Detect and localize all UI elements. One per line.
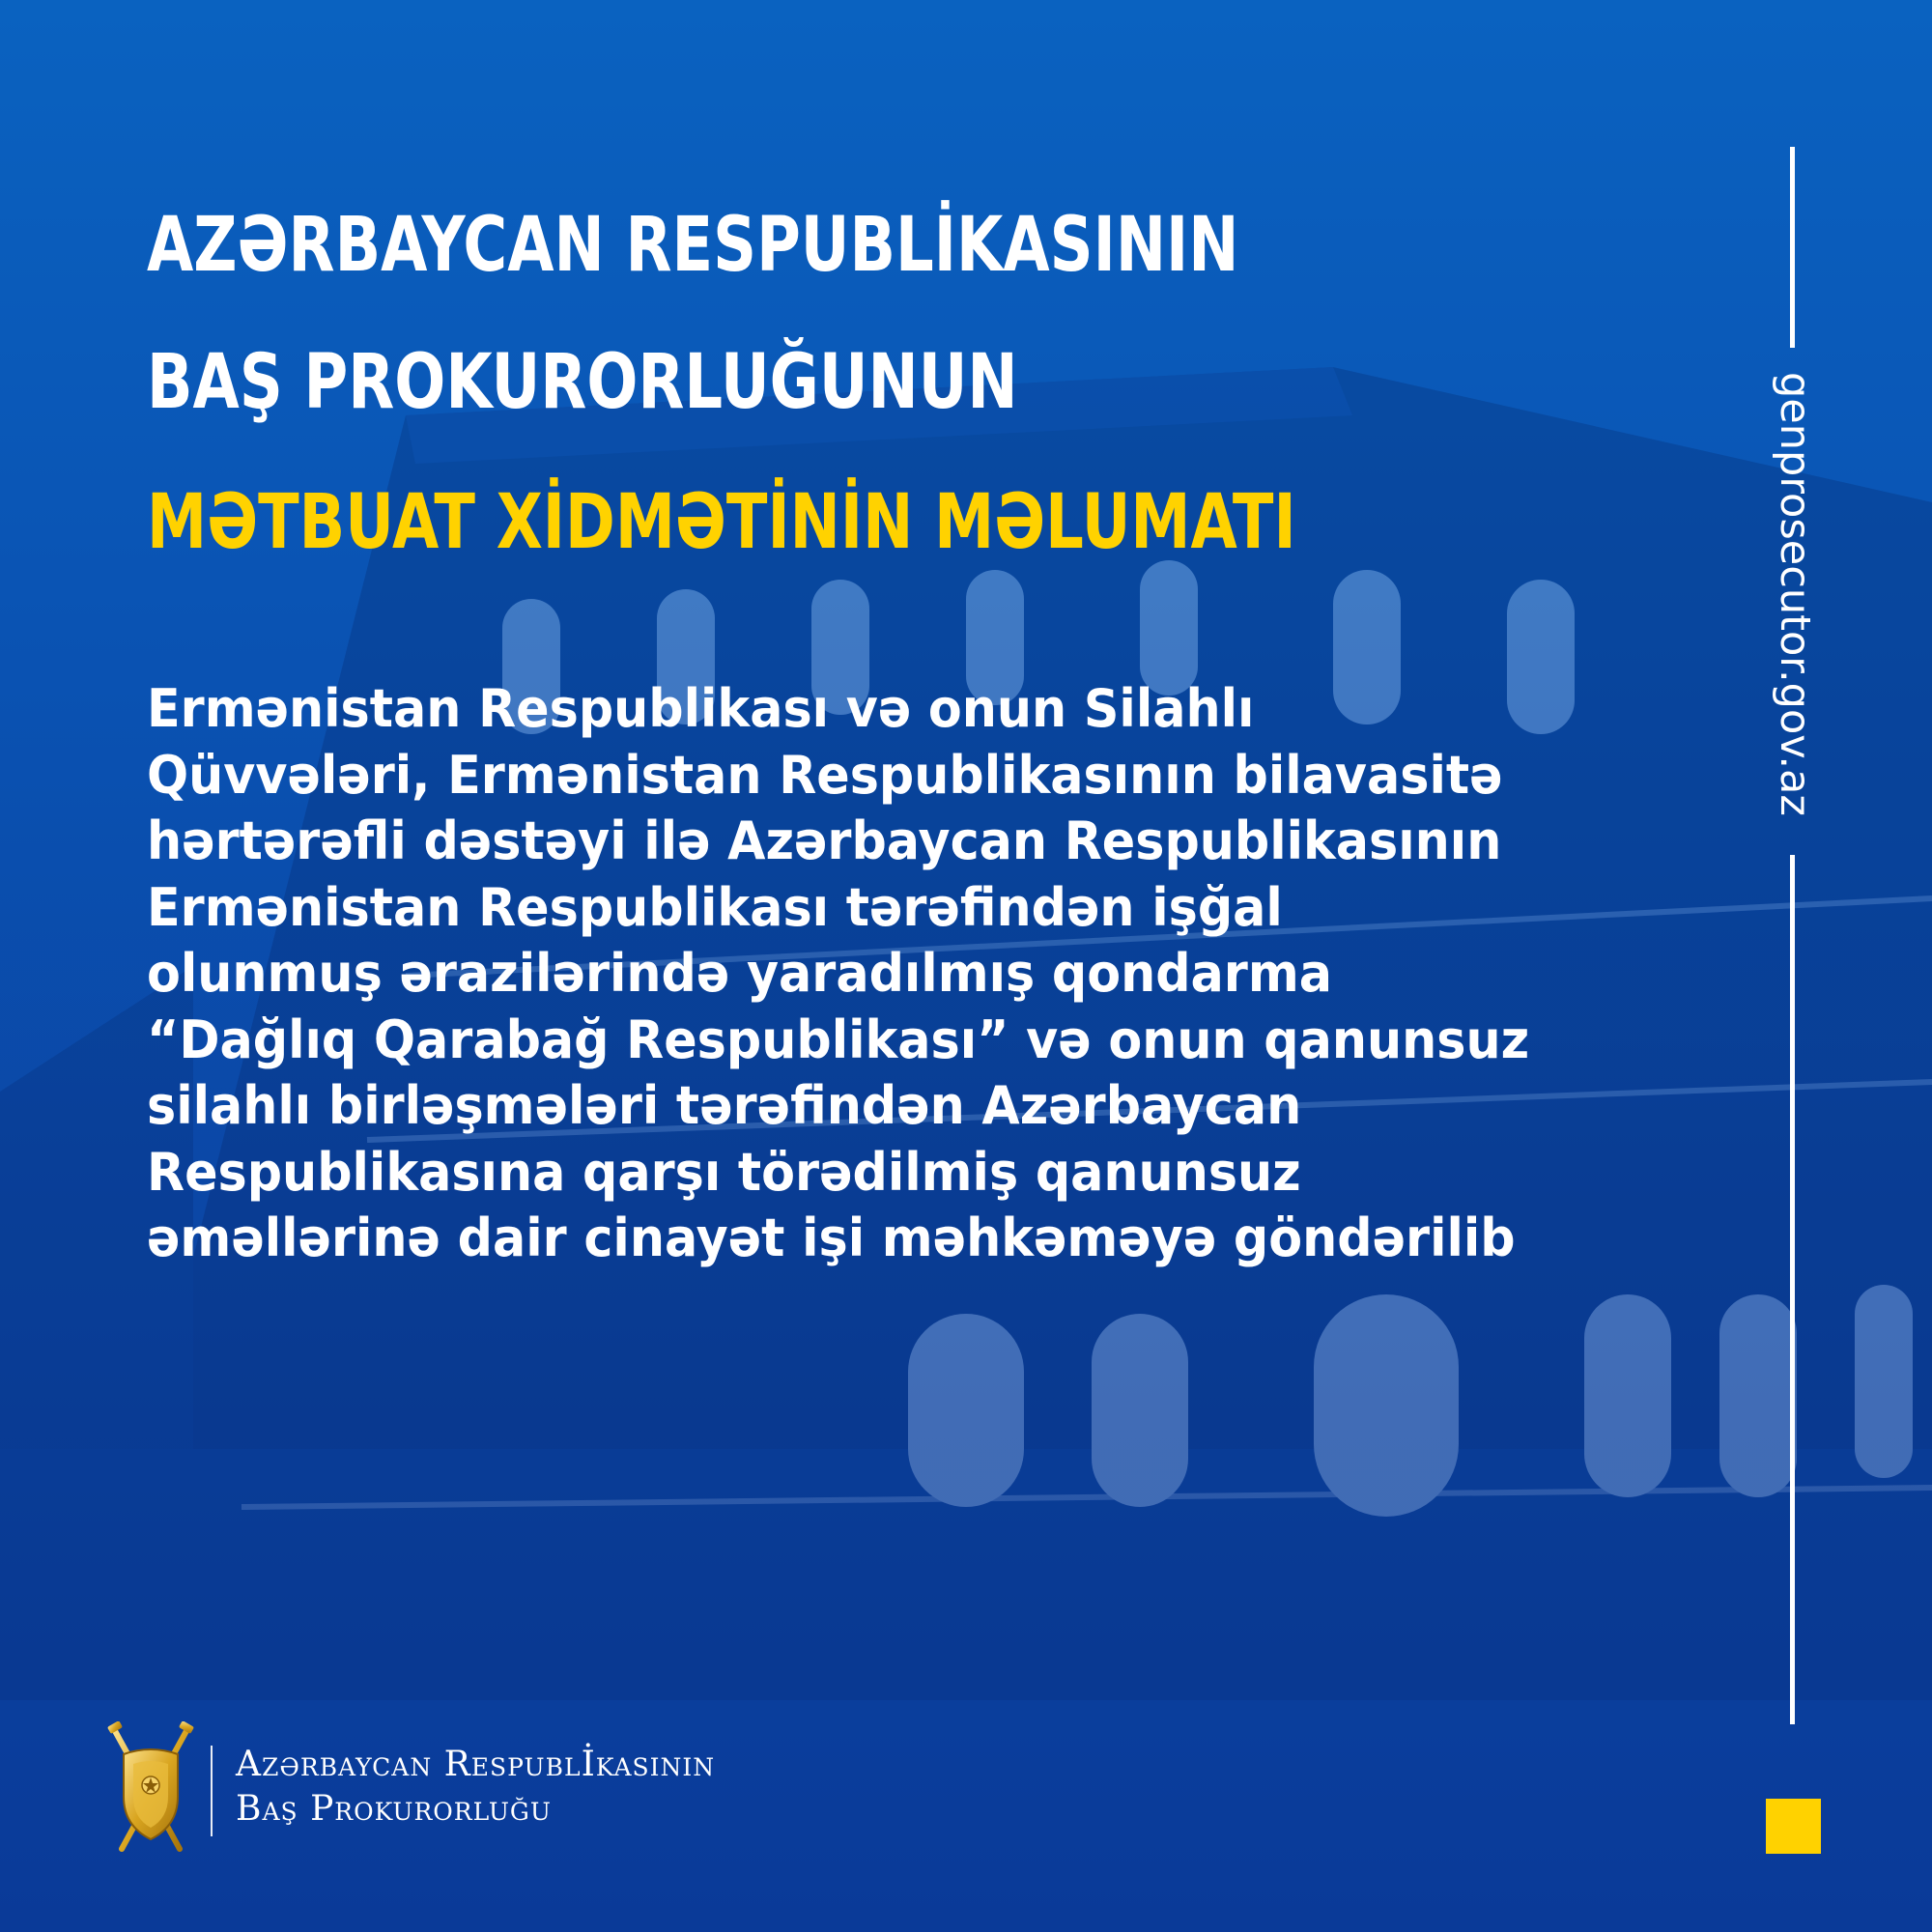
footer-divider	[211, 1746, 213, 1836]
body-line-1: Ermənistan Respublikası və onun Silahlı	[147, 678, 1255, 739]
headline-line-2: BAŞ PROKURORLUĞUNUN	[147, 339, 1018, 426]
body-line-5: olunmuş ərazilərində yaradılmış qondarma	[147, 943, 1332, 1004]
body-line-3: hərtərəfli dəstəyi ilə Azərbaycan Respublikasının	[147, 810, 1502, 871]
body-line-2: Qüvvələri, Ermənistan Respublikasının bilavasitə	[147, 744, 1503, 806]
yellow-square-icon	[1766, 1799, 1821, 1854]
body-line-9: əməllərinə dair cinayət işi məhkəməyə göndərilib	[147, 1208, 1516, 1268]
vertical-divider-bottom	[1790, 855, 1795, 1724]
footer-org-line-1: Azərbaycan Respublİkasının	[236, 1745, 716, 1784]
body-line-7: silahlı birləşmələri tərəfindən Azərbaycan	[147, 1075, 1302, 1136]
prosecutor-emblem-icon	[104, 1721, 197, 1855]
body-paragraph	[147, 676, 1731, 1272]
body-line-6: “Dağlıq Qarabağ Respublikası” və onun qanunsuz	[147, 1009, 1530, 1070]
footer-org-line-2: Baş Prokurorluğu	[236, 1789, 552, 1829]
website-url: genprosecutor.gov.az	[1771, 372, 1819, 816]
body-line-8: Respublikasına qarşı törədilmiş qanunsuz	[147, 1141, 1301, 1203]
headline-line-3: MƏTBUAT XİDMƏTİNİN MƏLUMATI	[147, 479, 1296, 566]
body-line-4: Ermənistan Respublikası tərəfindən işğal	[147, 876, 1283, 938]
headline-line-1: AZƏRBAYCAN RESPUBLİKASININ	[147, 202, 1239, 289]
